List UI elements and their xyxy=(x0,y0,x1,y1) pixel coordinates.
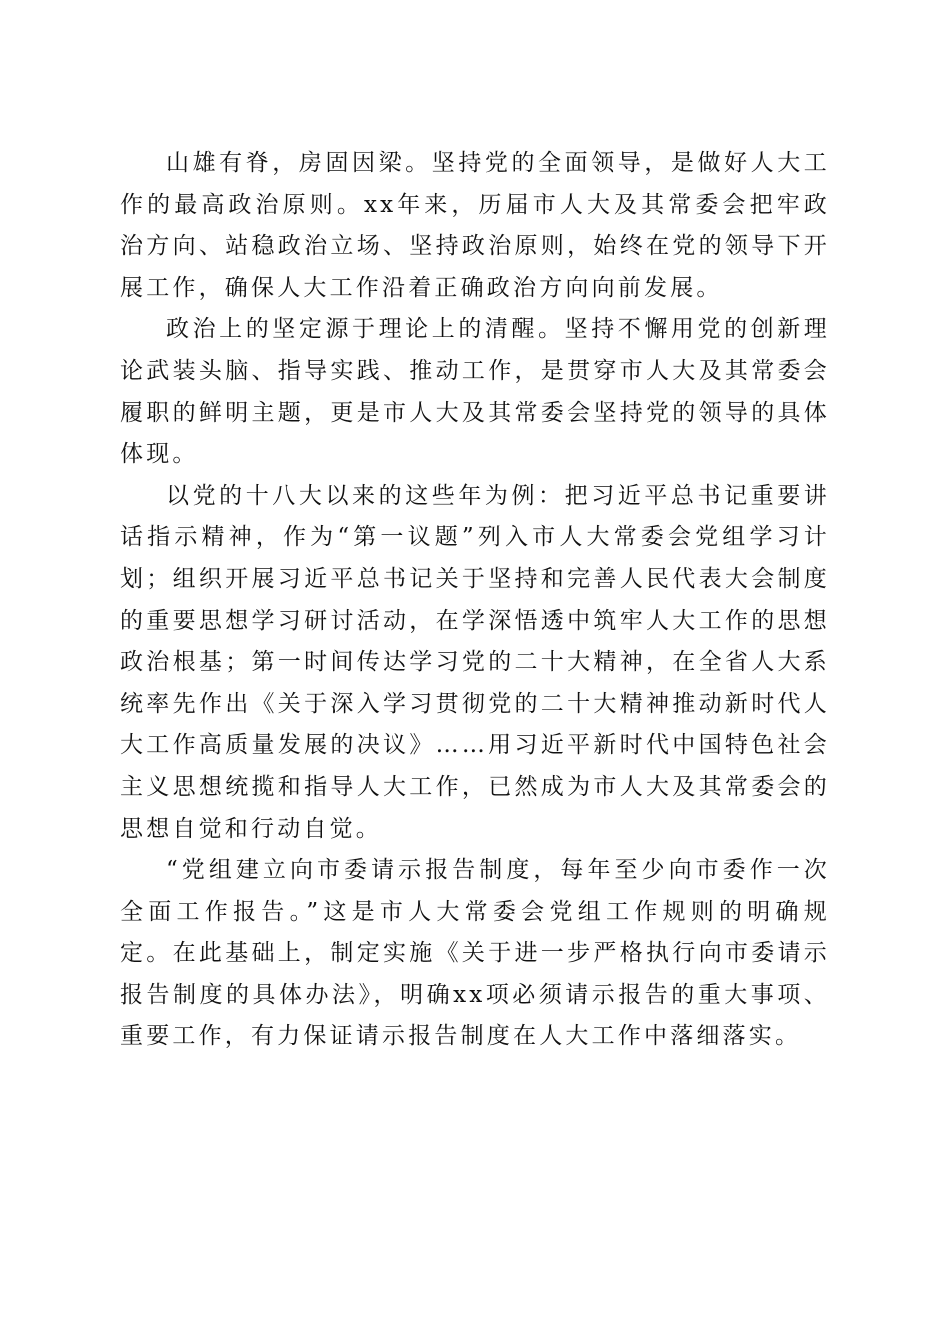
paragraph-4: “党组建立向市委请示报告制度，每年至少向市委作一次全面工作报告。”这是市人大常委会党组工作规则的明确规定。在此基础上，制定实施《关于进一步严格执行向市委请示报告制度的具体办法》，明确xx项必须请示报告的重大事项、重要工作，有力保证请示报告制度在人大工作中落细落实。 xyxy=(120,857,830,1050)
paragraph-3: 以党的十八大以来的这些年为例：把习近平总书记重要讲话指示精神，作为“第一议题”列入市人大常委会党组学习计划；组织开展习近平总书记关于坚持和完善人民代表大会制度的重要思想学习研讨活动，在学深悟透中筑牢人大工作的思想政治根基；第一时间传达学习党的二十大精神，在全省人大系统率先作出《关于深入学习贯彻党的二十大精神推动新时代人大工作高质量发展的决议》……用习近平新时代中国特色社会主义思想统揽和指导人大工作，已然成为市人大及其常委会的思想自觉和行动自觉。 xyxy=(120,482,830,842)
paragraph-1: 山雄有脊，房固因梁。坚持党的全面领导，是做好人大工作的最高政治原则。xx年来，历届市人大及其常委会把牢政治方向、站稳政治立场、坚持政治原则，始终在党的领导下开展工作，确保人大工作沿着正确政治方向向前发展。 xyxy=(120,150,830,301)
paragraph-2: 政治上的坚定源于理论上的清醒。坚持不懈用党的创新理论武装头脑、指导实践、推动工作，是贯穿市人大及其常委会履职的鲜明主题，更是市人大及其常委会坚持党的领导的具体体现。 xyxy=(120,316,830,468)
document-body xyxy=(120,143,830,1058)
